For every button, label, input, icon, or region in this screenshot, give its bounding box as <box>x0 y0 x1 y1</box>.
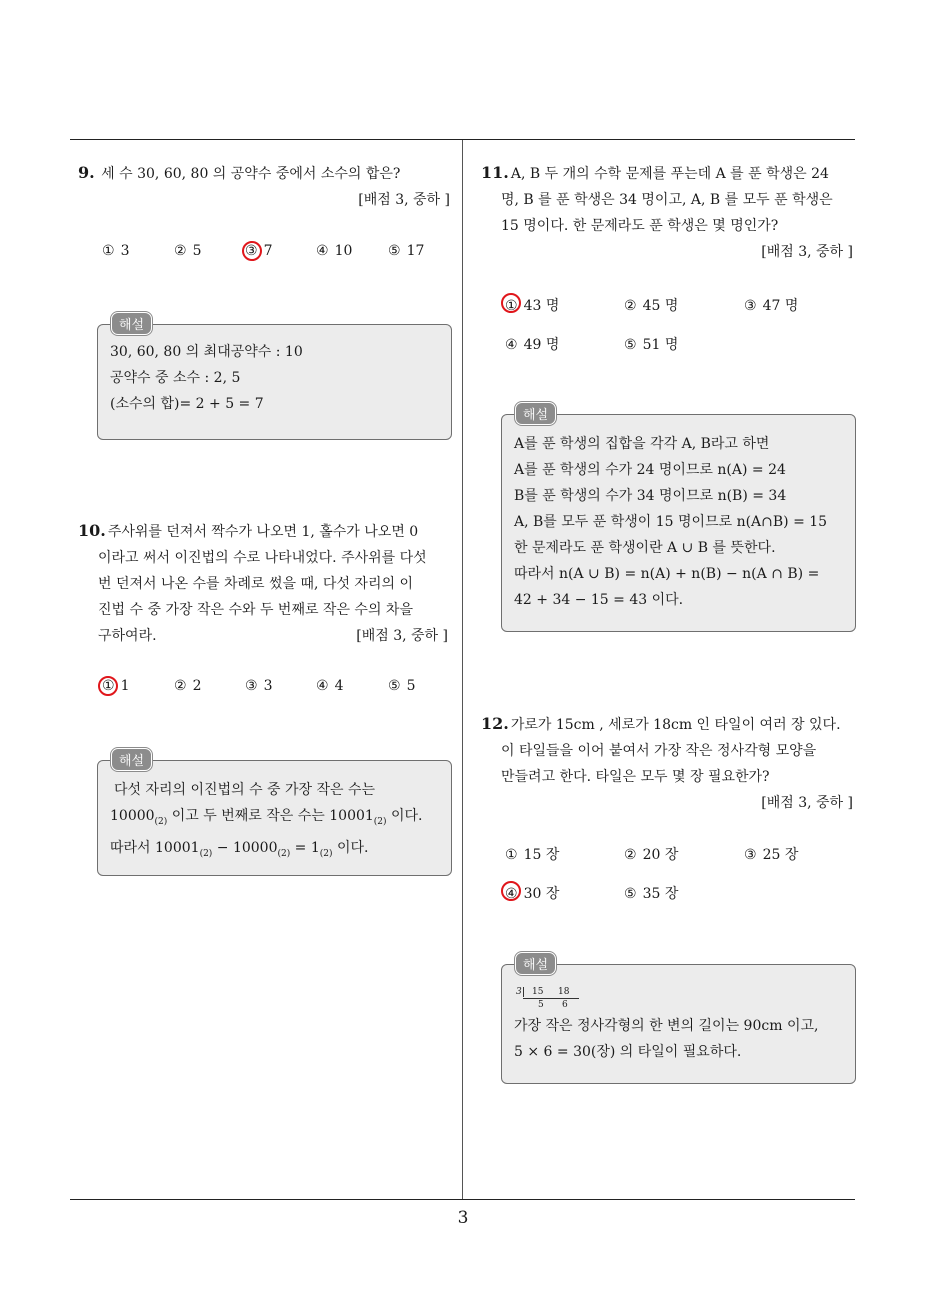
choice-3[interactable]: ③ 7 <box>245 243 273 259</box>
solution-line: 한 문제라도 푼 학생이란 A ∪ B 를 뜻한다. <box>514 540 776 556</box>
question-text: 주사위를 던져서 짝수가 나오면 1, 홀수가 나오면 0 <box>107 524 419 540</box>
division-top-value: 18 <box>558 987 570 997</box>
question-text: A, B 두 개의 수학 문제를 푸는데 A 를 푼 학생은 24 <box>510 166 829 182</box>
question-number: 12. <box>481 714 509 733</box>
choice-3[interactable]: ③ 3 <box>245 678 273 694</box>
choice-2[interactable]: ② 2 <box>174 678 202 694</box>
answer-circle-mark <box>98 676 118 696</box>
division-top-value: 15 <box>532 987 544 997</box>
solution-line: 따라서 n(A ∪ B) = n(A) + n(B) − n(A ∩ B) = <box>514 566 820 582</box>
choice-2[interactable]: ② 45 명 <box>624 298 679 314</box>
question-meta: [배점 3, 중하 ] <box>761 244 853 260</box>
question-text: 이라고 써서 이진법의 수로 나타내었다. 주사위를 다섯 <box>98 550 427 566</box>
solution-line: B를 푼 학생의 수가 34 명이므로 n(B) = 34 <box>514 488 787 504</box>
choice-5[interactable]: ⑤ 17 <box>388 243 425 259</box>
question-text: 15 명이다. 한 문제라도 푼 학생은 몇 명인가? <box>501 218 779 234</box>
choice-3[interactable]: ③ 25 장 <box>744 847 799 863</box>
question-text: 진법 수 중 가장 작은 수와 두 번째로 작은 수의 차을 <box>98 602 413 618</box>
bottom-rule <box>70 1199 855 1200</box>
question-number: 11. <box>481 163 509 182</box>
choice-2[interactable]: ② 5 <box>174 243 202 259</box>
question-9 <box>78 160 450 209</box>
division-bracket <box>523 987 525 997</box>
question-number: 9. <box>78 163 95 182</box>
division-line <box>523 998 579 999</box>
division-bottom-value: 6 <box>562 1000 568 1010</box>
answer-circle-mark <box>501 881 521 901</box>
solution-line: 가장 작은 정사각형의 한 변의 길이는 90cm 이고, <box>514 1018 819 1034</box>
solution-line: A, B를 모두 푼 학생이 15 명이므로 n(A∩B) = 15 <box>514 514 828 530</box>
choice-4[interactable]: ④ 4 <box>316 678 344 694</box>
solution-box-q9 <box>97 324 452 440</box>
choice-4[interactable]: ④ 49 명 <box>505 337 560 353</box>
choice-3[interactable]: ③ 47 명 <box>744 298 799 314</box>
choice-5[interactable]: ⑤ 35 장 <box>624 886 679 902</box>
solution-line: 5 × 6 = 30(장) 의 타일이 필요하다. <box>514 1044 742 1060</box>
solution-tag: 해설 <box>515 952 556 975</box>
choice-1[interactable]: ① 43 명 <box>505 298 560 314</box>
question-text: 가로가 15cm , 세로가 18cm 인 타일이 여러 장 있다. <box>510 717 841 733</box>
question-meta: [배점 3, 중하 ] <box>761 795 853 811</box>
question-number: 10. <box>78 521 106 540</box>
division-bottom-value: 5 <box>538 1000 544 1010</box>
solution-line: A를 푼 학생의 집합을 각각 A, B라고 하면 <box>514 436 770 452</box>
question-12 <box>481 711 859 812</box>
solution-box-q10 <box>97 760 452 876</box>
solution-line: 다섯 자리의 이진법의 수 중 가장 작은 수는 <box>114 782 376 798</box>
solution-line: 30, 60, 80 의 최대공약수 : 10 <box>110 344 303 360</box>
choice-1[interactable]: ① 3 <box>102 243 130 259</box>
question-text: 번 던져서 나온 수를 차례로 썼을 때, 다섯 자리의 이 <box>98 576 413 592</box>
choice-1[interactable]: ① 1 <box>102 678 130 694</box>
question-text: 만들려고 한다. 타일은 모두 몇 장 필요한가? <box>501 769 770 785</box>
solution-box-q11 <box>501 414 856 632</box>
choice-2[interactable]: ② 20 장 <box>624 847 679 863</box>
question-text: 세 수 30, 60, 80 의 공약수 중에서 소수의 합은? <box>101 166 401 182</box>
question-10 <box>78 518 452 649</box>
choice-5[interactable]: ⑤ 51 명 <box>624 337 679 353</box>
solution-tag: 해설 <box>515 402 556 425</box>
answer-circle-mark <box>242 241 262 261</box>
division-ladder <box>516 987 586 1013</box>
question-text: 명, B 를 푼 학생은 34 명이고, A, B 를 모두 푼 학생은 <box>501 192 833 208</box>
solution-line: $10000_{(2)}$ 이고 두 번째로 작은 수는 $10001_{(2)}$ 이다. <box>110 808 423 827</box>
solution-tag: 해설 <box>111 312 152 335</box>
question-text: 구하여라. <box>98 628 157 644</box>
division-divisor: 3 <box>516 987 522 997</box>
question-meta: [배점 3, 중하 ] <box>356 628 448 644</box>
solution-line: 42 + 34 − 15 = 43 이다. <box>514 592 684 608</box>
choice-4[interactable]: ④ 30 장 <box>505 886 560 902</box>
solution-line: 공약수 중 소수 : 2, 5 <box>110 370 241 386</box>
solution-line: (소수의 합)= 2 + 5 = 7 <box>110 396 264 412</box>
solution-line: 따라서 $10001_{(2)} - 10000_{(2)} = 1_{(2)}$ 이다. <box>110 839 369 859</box>
question-text: 이 타일들을 이어 붙여서 가장 작은 정사각형 모양을 <box>501 743 817 759</box>
answer-circle-mark <box>501 293 521 313</box>
column-divider <box>462 140 463 1200</box>
page-number: 3 <box>457 1208 469 1228</box>
choice-5[interactable]: ⑤ 5 <box>388 678 416 694</box>
solution-box-q12 <box>501 964 856 1084</box>
solution-line: A를 푼 학생의 수가 24 명이므로 n(A) = 24 <box>514 462 786 478</box>
question-meta: [배점 3, 중하 ] <box>358 192 450 208</box>
choice-4[interactable]: ④ 10 <box>316 243 353 259</box>
choice-1[interactable]: ① 15 장 <box>505 847 560 863</box>
solution-tag: 해설 <box>111 748 152 771</box>
question-11 <box>481 160 859 261</box>
